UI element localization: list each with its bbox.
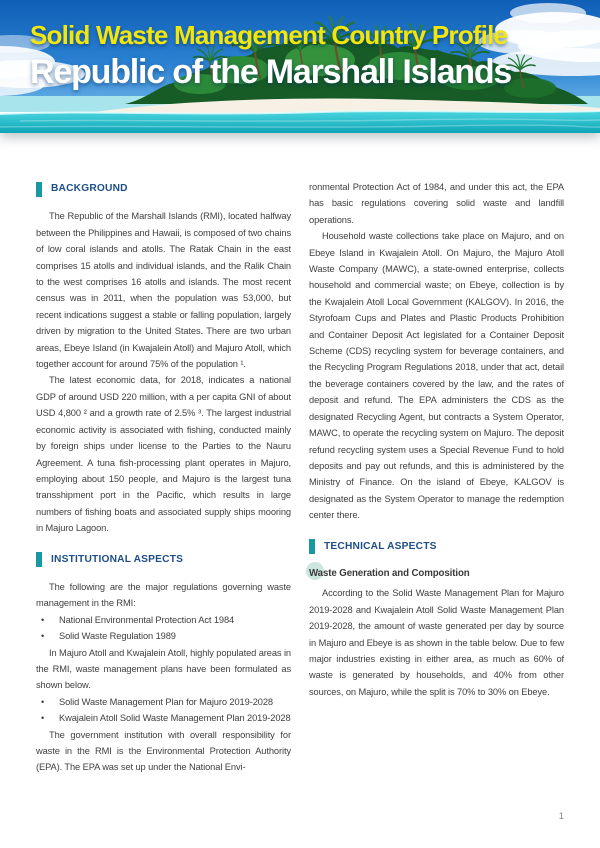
subsection-heading-wrap	[309, 566, 564, 582]
list-item-text: Solid Waste Management Plan for Majuro 2019-2028	[59, 696, 273, 707]
left-column	[36, 179, 291, 776]
list-item-regulation-1	[36, 612, 291, 628]
list-item-text: Solid Waste Regulation 1989	[59, 631, 176, 642]
country-title: Republic of the Marshall Islands	[30, 53, 512, 91]
page-number: 1	[558, 811, 564, 822]
section-title: TECHNICAL ASPECTS	[324, 540, 437, 552]
bullet-icon: •	[41, 696, 45, 707]
paragraph-institutional-continued-1: ronmental Protection Act of 1984, and under this act, the EPA has basic regulations covering solid waste and landfill operations.	[309, 182, 564, 225]
section-heading-background	[36, 181, 291, 197]
section-title: BACKGROUND	[51, 183, 128, 194]
section-title: INSTITUTIONAL ASPECTS	[51, 553, 184, 565]
paragraph-institutional-2: In Majuro Atoll and Kwajalein Atoll, highly populated areas in the RMI, waste management plans have been formulated as shown below.	[36, 647, 291, 691]
bullet-icon: •	[41, 614, 45, 625]
lagoon-water	[0, 111, 600, 133]
accent-bar	[36, 182, 42, 197]
paragraph-background-1: The Republic of the Marshall Islands (RMI), located halfway between the Philippines and Hawaii, is composed of two chains of low coral islands and atolls. The Ratak Chain in the east comprises 15 atolls and individual islands, and the Ralik Chain to the west comprises 16 atolls and islands. The most recent census was in 2011, when the population was 53,000, but recent indications suggest a stable or falling population, largely driven by migration to the United States. There are two urban areas, Ebeye Island (in Kwajalein Atoll) and Majuro Atoll, which together account for around 75% of the population ¹.	[36, 211, 291, 370]
list-item-text: Kwajalein Atoll Solid Waste Management Plan 2019-2028	[59, 713, 291, 724]
accent-bar	[309, 539, 315, 554]
list-item-plan-1	[36, 694, 291, 710]
right-column	[309, 179, 564, 776]
list-item-regulation-2	[36, 628, 291, 644]
paragraph-background-2: The latest economic data, for 2018, indicates a national GDP of around USD 220 million, with a per capita GNI of about USD 4,800 ² and a growth rate of 2.5% ³. The largest industrial economic activity is associated with fishing, conducted mainly by foreign ships under license to the Parties to the Nauru Agreement. A tuna fish-processing plant operates in Majuro, employing about 150 people, and Majuro is the largest tuna transshipment port in the Pacific, which results in large numbers of fishing boats and associated supply ships mooring in Majuro Lagoon.	[36, 375, 291, 534]
paragraph-institutional-continued-2: Household waste collections take place on Majuro, and on Ebeye Island in Kwajalein Atoll. On Majuro, the Majuro Atoll Waste Company (MAWC), a state-owned enterprise, collects household and commercial waste; on Ebeye, collection is by the Kwajalein Atoll Local Government (KALGOV). In 2016, the Styrofoam Cups and Plates and Plastic Products Prohibition and Container Deposit Act legislated for a Container Deposit Scheme (CDS) recycling system for beverage containers, and the Recycling Program Regulations 2018, under that act, detail the beverage containers covered by the law, and the rates of deposit and refund. The EPA administers the CDS as the designated Recycling Agent, but contracts a System Operator, MAWC, to operate the recycling system on Majuro. The deposit refund recycling system uses a Special Revenue Fund to hold deposits and pay out refunds, and this is administered by the Ministry of Finance. On the island of Ebeye, KALGOV is designated as the System Operator to manage the redemption center there.	[309, 231, 564, 521]
document-title: Solid Waste Management Country Profile	[30, 20, 508, 50]
paragraph-institutional-1: The following are the major regulations governing waste management in the RMI:	[36, 581, 291, 609]
paragraph-technical-1: According to the Solid Waste Management Plan for Majuro 2019-2028 and Kwajalein Atoll Solid Waste Management Plan 2019-2028, the amount of waste generated per day by source in Majuro and Ebeye is as shown in the table below. Due to few major industries existing in either area, as much as 60% of waste is generated by households, and 40% from other sources, on Majuro, while the split is 70% to 30% on Ebeye.	[309, 588, 564, 697]
subsection-title: Waste Generation and Composition	[309, 567, 470, 579]
section-heading-institutional	[36, 552, 291, 568]
list-item-text: National Environmental Protection Act 1984	[59, 614, 235, 625]
accent-bar	[36, 552, 42, 567]
page-header	[0, 0, 600, 133]
bullet-icon: •	[41, 713, 45, 724]
paragraph-institutional-3: The government institution with overall responsibility for waste in the RMI is the Environmental Protection Authority (EPA). The EPA was set up under the National Envi-	[36, 729, 291, 773]
section-heading-technical	[309, 539, 564, 555]
list-item-plan-2	[36, 710, 291, 726]
hero-titles	[30, 22, 511, 89]
content-columns	[0, 133, 600, 776]
bullet-icon: •	[41, 631, 45, 642]
